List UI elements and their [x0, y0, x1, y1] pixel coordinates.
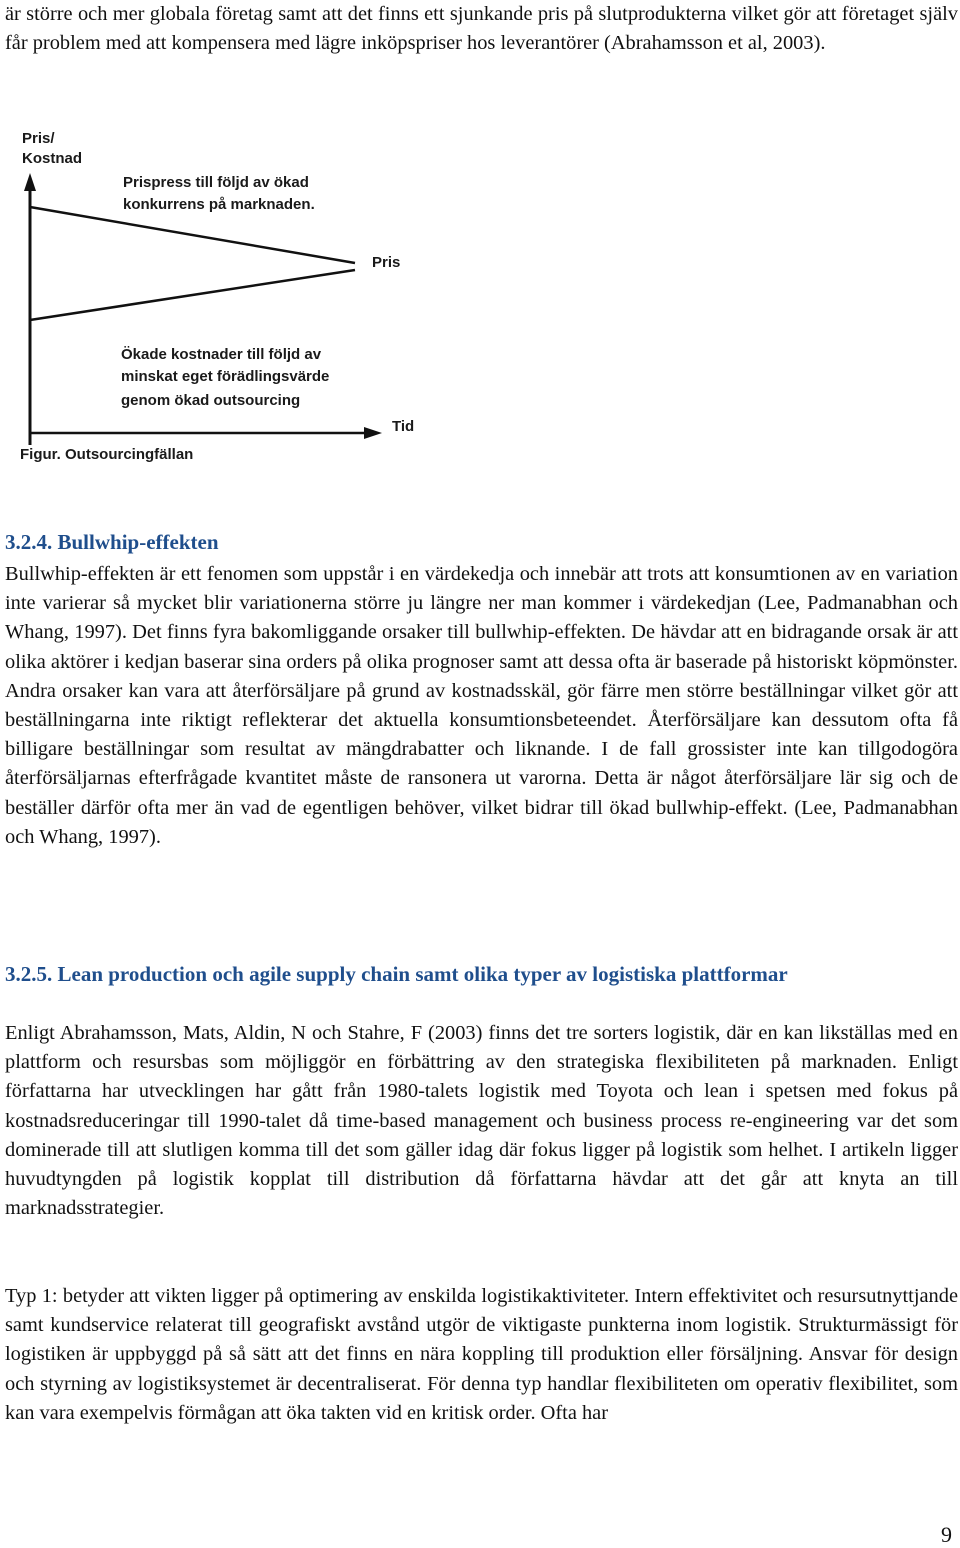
- outsourcing-trap-figure: [10, 115, 440, 475]
- section-325-title: Lean production och agile supply chain samt olika typer av logistiska plattformar: [57, 962, 788, 986]
- section-324-title: Bullwhip-effekten: [57, 530, 219, 554]
- cost-note-line1: Ökade kostnader till följd av: [121, 346, 322, 363]
- x-axis-label: Tid: [392, 418, 415, 435]
- section-324-heading: [5, 530, 219, 555]
- price-note-line2: konkurrens på marknaden.: [123, 196, 315, 213]
- cost-line: [30, 270, 355, 320]
- y-axis-label-line2: Kostnad: [22, 150, 82, 167]
- section-324-body: Bullwhip-effekten är ett fenomen som uppstår i en värdekedja och innebär att trots att konsumtionen av en variation inte varierar så mycket blir variationerna större ju längre ner man kommer i värdekedjan (Lee, Padmanabhan och Whang, 1997). Det finns fyra bakomliggande orsaker till bullwhip-effekten. De hävdar att en bidragande orsak är att olika aktörer i kedjan baserar sina orders på olika prognoser samt att dessa ofta är baserade på historiskt köpmönster. Andra orsaker kan vara att återförsäljare på grund av kostnadsskäl, gör färre men större beställningar vilket gör att beställningarna inte riktigt reflekterar det aktuella konsumtionsbeteendet. Återförsäljare kan dessutom ofta få billigare beställningar som resultat av mängdrabatter och liknande. I de fall grossister inte kan tillgodogöra återförsäljarnas efterfrågade kvantitet måste de ransonera ut varorna. Detta är något återförsäljare lär sig och de beställer därför ofta mer än vad de egentligen behöver, vilket bidrar till ökad bullwhip-effekt. (Lee, Padmanabhan och Whang, 1997).: [5, 563, 958, 848]
- section-325-heading: [5, 962, 788, 987]
- section-325-paragraph-2: Typ 1: betyder att vikten ligger på optimering av enskilda logistikaktiviteter. Intern effektivitet och resursutnyttjande samt kundservice relaterat till geografiskt avstånd utgör de viktigaste punkterna inom logistik. Strukturmässigt för logistiken är uppbyggd på så sätt att det finns en nära koppling till produktion eller försäljning. Ansvar för design och styrning av logistiksystemet är decentraliserat. För denna typ handlar flexibiliteten om operativ flexibilitet, som kan vara exempelvis förmågan att öka takten vid en kritisk order. Ofta har: [5, 1285, 958, 1424]
- y-axis-label-line1: Pris/: [22, 130, 55, 147]
- section-325-number: 3.2.5.: [5, 962, 53, 986]
- cost-note-line3: genom ökad outsourcing: [121, 392, 301, 409]
- section-325-paragraph-1: Enligt Abrahamsson, Mats, Aldin, N och Stahre, F (2003) finns det tre sorters logistik, där en kan likställas med en plattform och resursbas som möjliggör en förbättring av den strategiska flexibiliteten på marknaden. Enligt författarna har utvecklingen har gått från 1980-talets logistik med Toyota och lean i spetsen med fokus på kostnadsreduceringar till 1990-talet då time-based management och business process re-engineering var det som dominerade till att slutligen komma till det som gäller idag där fokus ligger på logistik som helhet. I artikeln ligger huvudtyngden på logistik kopplat till distribution då författarna hävdar att det går att knyta an till marknadsstrategier.: [5, 1022, 958, 1220]
- x-axis-arrow: [364, 427, 382, 439]
- section-324-number: 3.2.4.: [5, 530, 53, 554]
- price-note-line1: Prispress till följd av ökad: [123, 174, 309, 191]
- page-number: 9: [941, 1522, 952, 1547]
- y-axis-arrow: [24, 173, 36, 191]
- price-label: Pris: [372, 254, 401, 271]
- cost-note-line2: minskat eget förädlingsvärde: [121, 368, 330, 385]
- price-line: [30, 207, 355, 263]
- intro-paragraph: är större och mer globala företag samt att det finns ett sjunkande pris på slutprodukterna vilket gör att företaget själv får problem med att kompensera med lägre inköpspriser hos leverantörer (Abrahamsson et al, 2003).: [5, 3, 958, 55]
- figure-caption: Figur. Outsourcingfällan: [20, 446, 194, 463]
- outsourcing-trap-diagram: [10, 115, 440, 475]
